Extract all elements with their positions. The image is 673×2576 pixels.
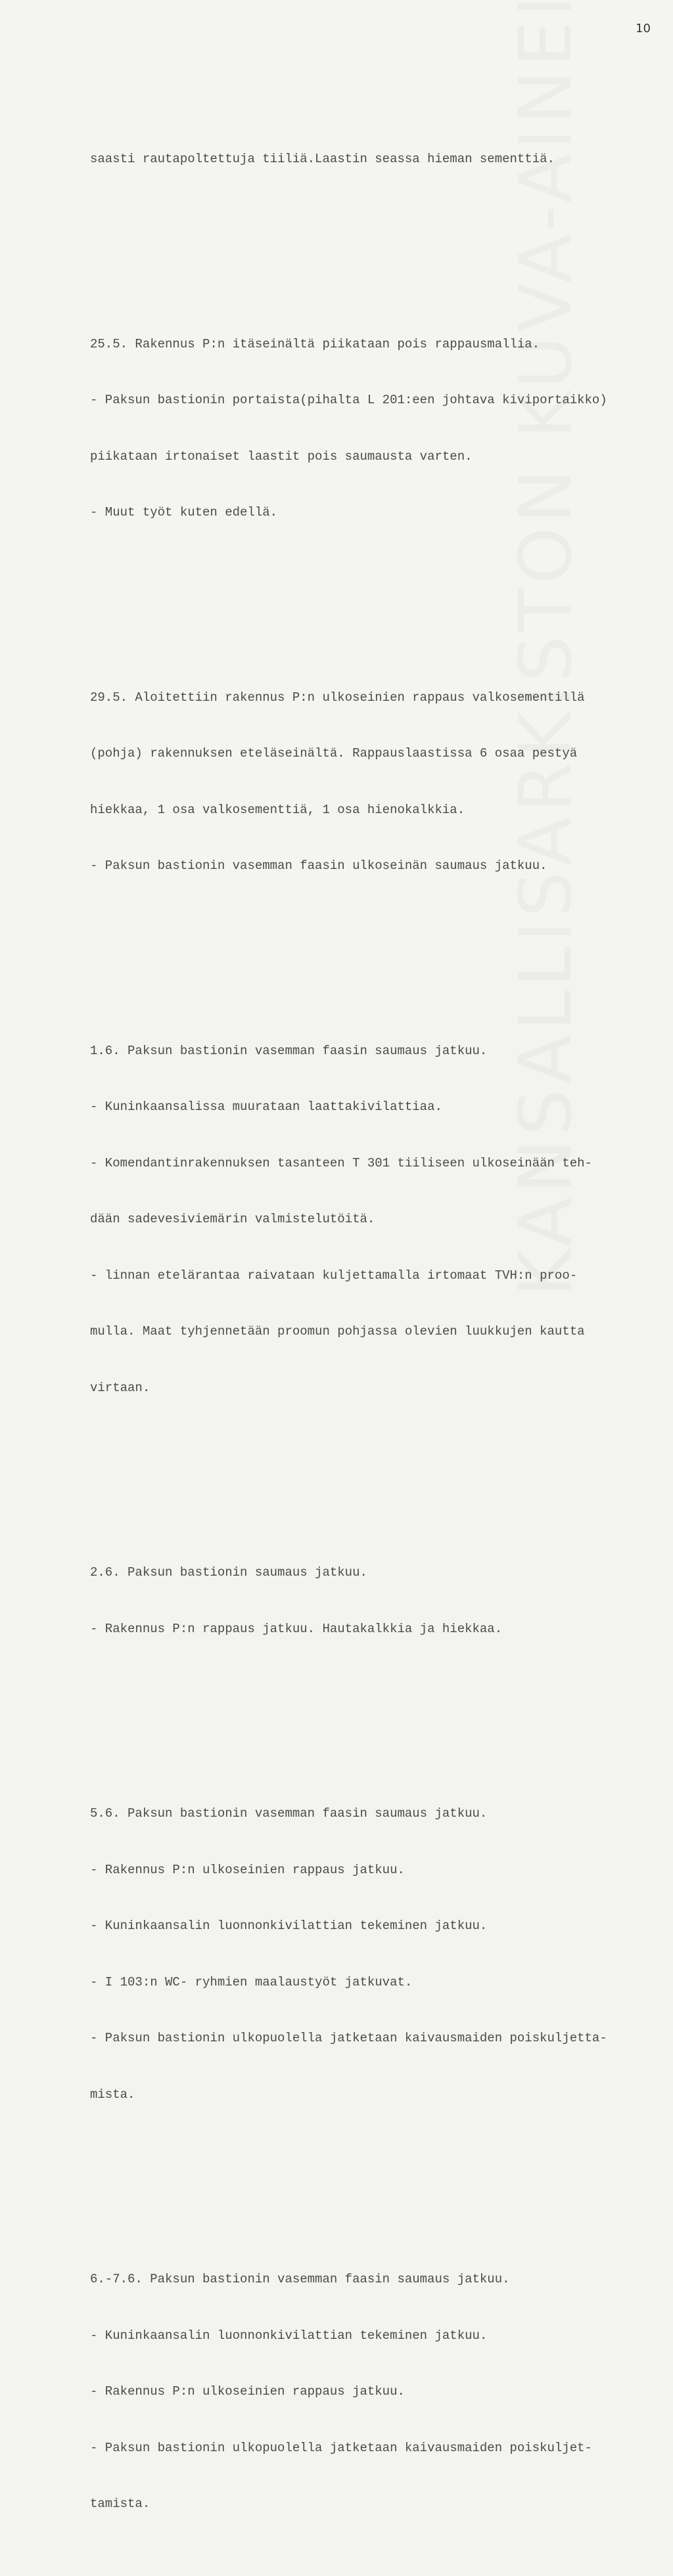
paragraph [90, 117, 655, 202]
text-line: 2.6. Paksun bastionin saumaus jatkuu. [90, 1565, 367, 1580]
text-line: - linnan etelärantaa raivataan kuljettamalla irtomaat TVH:n proo- [90, 1268, 578, 1283]
text-line: - Rakennus P:n rappaus jatkuu. Hautakalkkia ja hiekkaa. [90, 1621, 503, 1636]
paragraph [90, 1530, 655, 1672]
text-line: - Paksun bastionin ulkopuolella jatketaan kaivausmaiden poiskuljet- [90, 2440, 592, 2455]
text-line: 29.5. Aloitettiin rakennus P:n ulkoseinien rappaus valkosementillä [90, 690, 585, 705]
text-line: - Kuninkaansalin luonnonkivilattian tekeminen jatkuu. [90, 2328, 488, 2343]
text-line: - Rakennus P:n ulkoseinien rappaus jatkuu. [90, 2384, 405, 2399]
text-line: - I 103:n WC- ryhmien maalaustyöt jatkuvat. [90, 1974, 413, 1989]
text-line: mista. [90, 2087, 135, 2102]
text-line: 25.5. Rakennus P:n itäseinältä piikataan pois rappausmallia. [90, 336, 540, 351]
text-line: mulla. Maat tyhjennetään proomun pohjassa olevien luukkujen kautta [90, 1324, 585, 1339]
document-body [90, 74, 655, 2576]
text-line: - Kuninkaansalissa muurataan laattakivilattiaa. [90, 1099, 442, 1114]
text-line: - Muut työt kuten edellä. [90, 505, 278, 520]
text-line: 6.-7.6. Paksun bastionin vasemman faasin saumaus jatkuu. [90, 2272, 510, 2286]
text-line: piikataan irtonaiset laastit pois saumausta varten. [90, 449, 473, 464]
text-line: hiekkaa, 1 osa valkosementtiä, 1 osa hienokalkkia. [90, 802, 465, 817]
text-line: 1.6. Paksun bastionin vasemman faasin saumaus jatkuu. [90, 1043, 488, 1058]
text-line: - Kuninkaansalin luonnonkivilattian tekeminen jatkuu. [90, 1919, 488, 1933]
page-number: 10 [636, 22, 651, 35]
text-line: - Komendantinrakennuksen tasanteen T 301 tiiliseen ulkoseinään teh- [90, 1155, 592, 1170]
paragraph [90, 1009, 655, 1431]
paragraph [90, 655, 655, 909]
text-line: tamista. [90, 2497, 151, 2511]
paragraph [90, 2237, 655, 2547]
text-line: - Paksun bastionin portaista(pihalta L 201:een johtava kiviportaikko) [90, 393, 607, 407]
text-line: dään sadevesiviemärin valmistelutöitä. [90, 1212, 375, 1226]
text-line: - Paksun bastionin ulkopuolella jatketaan kaivausmaiden poiskuljetta- [90, 2031, 607, 2045]
text-line: saasti rautapoltettuja tiiliä.Laastin seassa hieman sementtiä. [90, 152, 555, 166]
paragraph [90, 302, 655, 556]
text-line: - Rakennus P:n ulkoseinien rappaus jatkuu. [90, 1862, 405, 1877]
text-line: (pohja) rakennuksen eteläseinältä. Rappauslaastissa 6 osaa pestyä [90, 746, 578, 761]
text-line: virtaan. [90, 1380, 151, 1395]
text-line: - Paksun bastionin vasemman faasin ulkoseinän saumaus jatkuu. [90, 858, 547, 873]
paragraph [90, 1771, 655, 2137]
text-line: 5.6. Paksun bastionin vasemman faasin saumaus jatkuu. [90, 1806, 488, 1821]
